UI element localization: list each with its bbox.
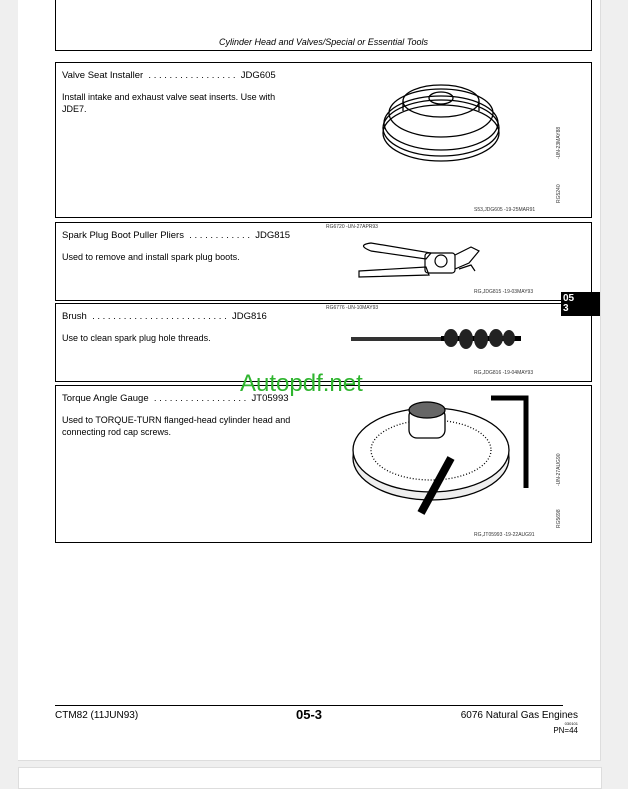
tool-description: Use to clean spark plug hole threads. bbox=[62, 333, 211, 343]
tool-valve-seat-installer bbox=[55, 62, 592, 218]
section-tab bbox=[561, 292, 600, 316]
pliers-illustration bbox=[351, 235, 501, 280]
torque-angle-gauge-illustration bbox=[351, 388, 551, 528]
figure-caption: RG,JDG816 -19-04MAY93 bbox=[474, 370, 534, 376]
figure-side-label: -UN-27AUG90 bbox=[556, 453, 562, 486]
figure-top-label: RG6776 -UN-10MAY93 bbox=[326, 305, 379, 311]
figure-top-label: RG6720 -UN-27APR93 bbox=[326, 224, 378, 230]
header-rule bbox=[55, 50, 592, 51]
figure-code: RG5240 bbox=[556, 184, 562, 203]
figure-caption: RG,JT05993 -19-22AUG91 bbox=[474, 532, 535, 538]
figure-caption: RG,JDG815 -19-03MAY93 bbox=[474, 289, 534, 295]
tool-title: Valve Seat Installer . . . . . . . . . . . . . . . . . JDG605 bbox=[62, 70, 276, 81]
tool-title: Spark Plug Boot Puller Pliers . . . . . . . . . . . . JDG815 bbox=[62, 230, 291, 241]
next-page bbox=[18, 767, 602, 789]
tool-description: Install intake and exhaust valve seat inserts. Use with JDE7. bbox=[62, 92, 276, 114]
tab-section-number: 05 bbox=[563, 293, 575, 304]
section-header: Cylinder Head and Valves/Special or Essential Tools bbox=[219, 37, 428, 47]
figure-caption: S53,JDG605 -19-25MAR91 bbox=[474, 207, 536, 213]
footer-rule bbox=[55, 705, 563, 706]
tool-description: Used to remove and install spark plug boots. bbox=[62, 252, 240, 262]
tab-page-number: 3 bbox=[563, 303, 569, 314]
tool-title: Brush . . . . . . . . . . . . . . . . . . . . . . . . . . JDG816 bbox=[62, 311, 267, 322]
tool-title: Torque Angle Gauge . . . . . . . . . . . . . . . . . . JT05993 bbox=[62, 393, 289, 404]
figure-code: RG5698 bbox=[556, 509, 562, 528]
tool-torque-angle-gauge bbox=[55, 385, 592, 543]
valve-seat-installer-illustration bbox=[376, 73, 506, 173]
footer-pn: PN=44 bbox=[553, 726, 578, 735]
footer-engine-title: 6076 Natural Gas Engines bbox=[460, 710, 578, 721]
figure-side-label: -UN-23MAY88 bbox=[556, 126, 562, 159]
footer-page-number: 05-3 bbox=[296, 707, 323, 722]
tool-spark-plug-boot-puller-pliers bbox=[55, 222, 592, 301]
footer-manual-id: CTM82 (11JUN93) bbox=[55, 710, 139, 721]
footer-code: 030101 bbox=[564, 721, 578, 726]
footer-right bbox=[461, 710, 578, 735]
watermark: Autopdf.net bbox=[240, 370, 363, 397]
brush-illustration bbox=[351, 326, 531, 356]
tool-description: Used to TORQUE-TURN flanged-head cylinder head and connecting rod cap screws. bbox=[62, 415, 291, 437]
